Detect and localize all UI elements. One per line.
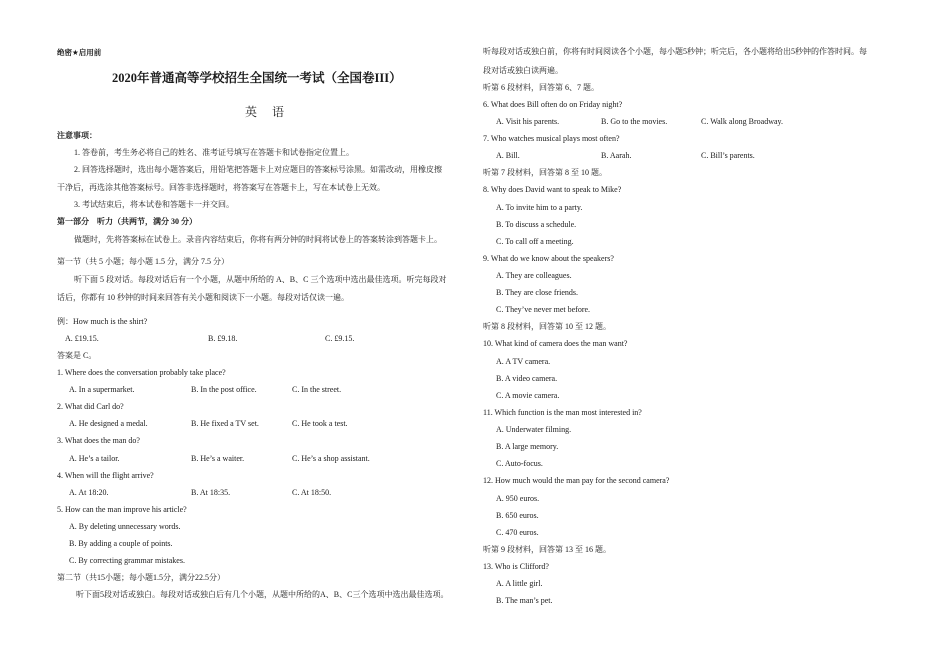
q10-option-a: A. A TV camera. (496, 357, 551, 366)
q6-option-b: B. Go to the movies. (601, 117, 668, 126)
q1-option-c: C. In the street. (292, 385, 342, 394)
q10-option-c: C. A movie camera. (496, 391, 560, 400)
q1-option-a: A. In a supermarket. (69, 385, 135, 394)
q9-option-a: A. They are colleagues. (496, 271, 572, 280)
part1-heading: 第一部分 听力（共两节，满分 30 分） (57, 217, 197, 226)
notes-heading: 注意事项： (57, 131, 97, 140)
section2-instruction: 听每段对话或独白前，你将有时间阅读各个小题，每小题5秒钟；听完后，各小题将给出5秒钟的作答时间。每 (483, 47, 867, 56)
question-3: 3. What does the man do? (57, 436, 140, 445)
subject-label: 英 语 (245, 105, 291, 119)
section2-heading: 第二节（共15小题；每小题1.5分，满分22.5分） (57, 573, 225, 582)
material-label-8: 听第 8 段材料，回答第 10 至 12 题。 (483, 322, 611, 331)
question-7: 7. Who watches musical plays most often? (483, 134, 620, 143)
q11-option-a: A. Underwater filming. (496, 425, 572, 434)
q13-option-a: A. A little girl. (496, 579, 543, 588)
question-5: 5. How can the man improve his article? (57, 505, 187, 514)
question-1: 1. Where does the conversation probably take place? (57, 368, 226, 377)
q10-option-b: B. A video camera. (496, 374, 558, 383)
notes-item: 2. 回答选择题时，选出每小题答案后，用铅笔把答题卡上对应题目的答案标号涂黑。如需改动，用橡皮擦 (74, 165, 442, 174)
question-9: 9. What do we know about the speakers? (483, 254, 614, 263)
example-question: 例：How much is the shirt? (57, 317, 148, 326)
q8-option-a: A. To invite him to a party. (496, 203, 583, 212)
q9-option-c: C. They’ve never met before. (496, 305, 591, 314)
notes-item: 1. 答卷前，考生务必将自己的姓名、准考证号填写在答题卡和试卷指定位置上。 (74, 148, 354, 157)
section2-instruction: 听下面5段对话或独白。每段对话或独白后有几个小题，从题中所给的A、B、C三个选项中选出最佳选项。 (76, 590, 449, 599)
q8-option-c: C. To call off a meeting. (496, 237, 574, 246)
q7-option-b: B. Aarah. (601, 151, 632, 160)
question-10: 10. What kind of camera does the man want? (483, 339, 628, 348)
question-12: 12. How much would the man pay for the second camera? (483, 476, 670, 485)
example-option-c: C. £9.15. (325, 334, 355, 343)
notes-item: 干净后，再选涂其他答案标号。回答非选择题时，将答案写在答题卡上，写在本试卷上无效。 (57, 183, 385, 192)
question-6: 6. What does Bill often do on Friday night? (483, 100, 623, 109)
q6-option-c: C. Walk along Broadway. (701, 117, 784, 126)
q7-option-c: C. Bill’s parents. (701, 151, 755, 160)
notes-item: 3. 考试结束后，将本试卷和答题卡一并交回。 (74, 200, 234, 209)
section1-instruction: 听下面 5 段对话。每段对话后有一个小题，从题中所给的 A、B、C 三个选项中选出最佳选项。听完每段对 (74, 275, 447, 284)
q4-option-a: A. At 18:20. (69, 488, 109, 497)
material-label-6: 听第 6 段材料，回答第 6、7 题。 (483, 83, 599, 92)
q11-option-c: C. Auto-focus. (496, 459, 543, 468)
part1-instruction: 做题时，先将答案标在试卷上。录音内容结束后，你将有两分钟的时间将试卷上的答案转涂到答题卡上。 (74, 235, 442, 244)
section1-instruction: 话后，你都有 10 秒钟的时间来回答有关小题和阅读下一小题。每段对话仅读一遍。 (57, 293, 349, 302)
q3-option-b: B. He’s a waiter. (191, 454, 245, 463)
q12-option-a: A. 950 euros. (496, 494, 540, 503)
q5-option-b: B. By adding a couple of points. (69, 539, 173, 548)
q13-option-b: B. The man’s pet. (496, 596, 553, 605)
q5-option-c: C. By correcting grammar mistakes. (69, 556, 185, 565)
question-4: 4. When will the flight arrive? (57, 471, 154, 480)
q2-option-c: C. He took a test. (292, 419, 348, 428)
q11-option-b: B. A large memory. (496, 442, 559, 451)
question-11: 11. Which function is the man most interested in? (483, 408, 642, 417)
example-answer: 答案是 C。 (57, 351, 97, 360)
q2-option-a: A. He designed a medal. (69, 419, 148, 428)
q6-option-a: A. Visit his parents. (496, 117, 560, 126)
example-option-a: A. £19.15. (65, 334, 99, 343)
q4-option-c: C. At 18:50. (292, 488, 332, 497)
q9-option-b: B. They are close friends. (496, 288, 579, 297)
section2-instruction: 段对话或独白读两遍。 (483, 66, 563, 75)
secret-label: 绝密★启用前 (57, 48, 102, 57)
q12-option-b: B. 650 euros. (496, 511, 539, 520)
q12-option-c: C. 470 euros. (496, 528, 539, 537)
q8-option-b: B. To discuss a schedule. (496, 220, 577, 229)
q2-option-b: B. He fixed a TV set. (191, 419, 259, 428)
example-option-b: B. £9.18. (208, 334, 238, 343)
section1-heading: 第一节（共 5 小题；每小题 1.5 分，满分 7.5 分） (57, 257, 229, 266)
material-label-9: 听第 9 段材料，回答第 13 至 16 题。 (483, 545, 611, 554)
q5-option-a: A. By deleting unnecessary words. (69, 522, 181, 531)
material-label-7: 听第 7 段材料，回答第 8 至 10 题。 (483, 168, 607, 177)
question-2: 2. What did Carl do? (57, 402, 124, 411)
q1-option-b: B. In the post office. (191, 385, 257, 394)
q3-option-c: C. He’s a shop assistant. (292, 454, 370, 463)
question-8: 8. Why does David want to speak to Mike? (483, 185, 622, 194)
q4-option-b: B. At 18:35. (191, 488, 231, 497)
page-title: 2020年普通高等学校招生全国统一考试（全国卷III） (112, 71, 402, 85)
q7-option-a: A. Bill. (496, 151, 520, 160)
q3-option-a: A. He’s a tailor. (69, 454, 120, 463)
question-13: 13. Who is Clifford? (483, 562, 549, 571)
